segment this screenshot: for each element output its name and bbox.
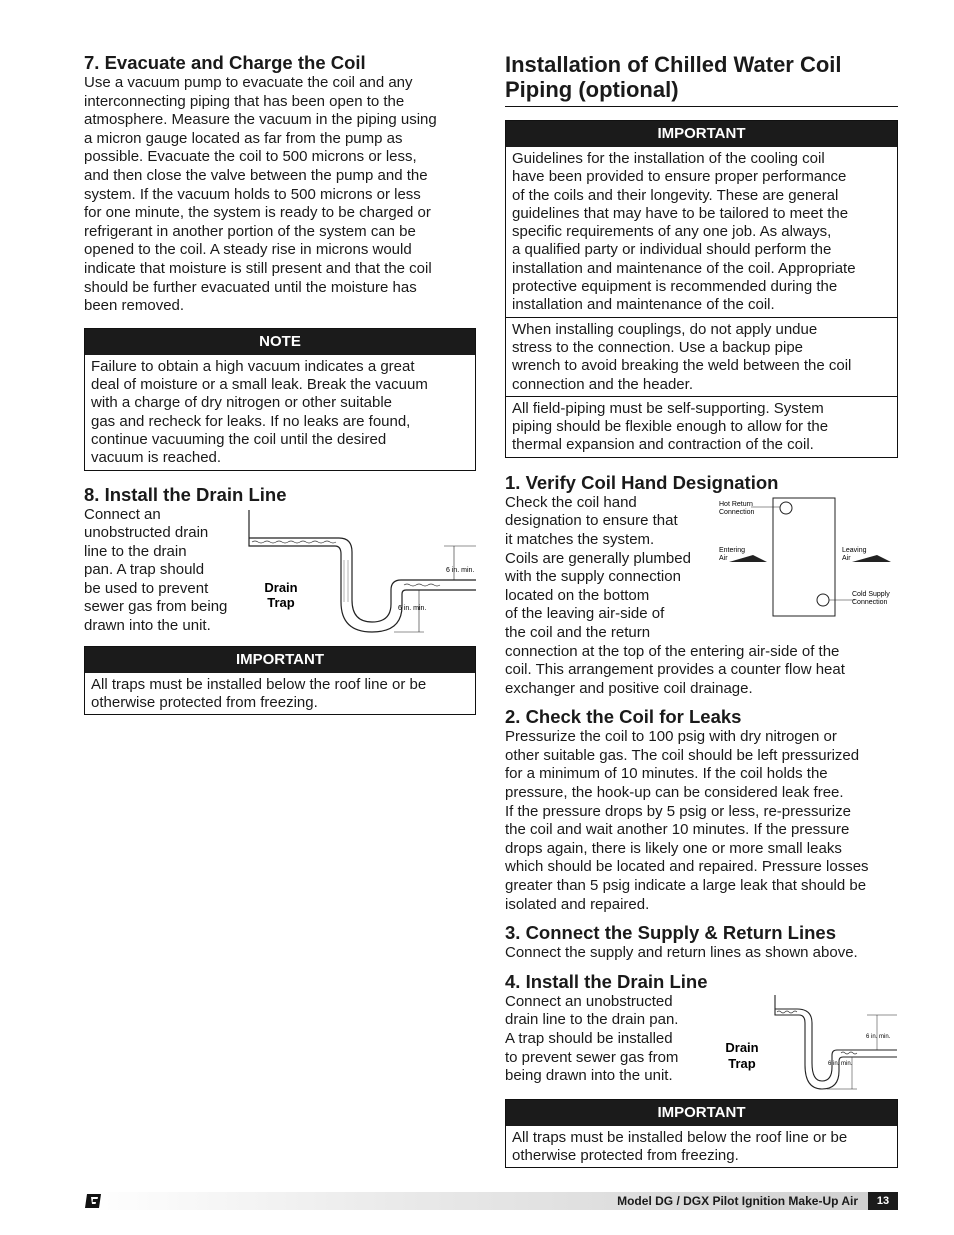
important-header: IMPORTANT	[506, 121, 897, 147]
note-header: NOTE	[85, 329, 475, 355]
paragraph-drain-line-2: Connect an unobstructed drain line to the drain pan. A trap should be installed to prevent sewer gas from being drawn into the unit.	[505, 992, 679, 1085]
important-couplings-text: When installing couplings, do not apply undue stress to the connection. Use a backup pipe wrench to avoid breaking the weld between the coil connection and the header.	[506, 317, 897, 396]
footer-title: Model DG / DGX Pilot Ignition Make-Up Air	[617, 1194, 858, 1208]
drain-trap-diagram-2	[717, 995, 897, 1091]
page-footer	[84, 1192, 898, 1210]
paragraph-supply-return: Connect the supply and return lines as shown above.	[505, 944, 858, 962]
leaving-air-arrow-icon	[852, 555, 891, 562]
important-box-guidelines	[505, 120, 898, 458]
brand-logo-icon	[84, 1193, 102, 1209]
important-box-right	[505, 1099, 898, 1169]
section-heading-drain-line-2: 4. Install the Drain Line	[505, 970, 708, 992]
paragraph-drain-line: Connect an unobstructed drain line to the drain pan. A trap should be used to prevent sewer gas from being drawn into the unit.	[84, 505, 228, 635]
important-field-piping-text: All field-piping must be self-supporting. System piping should be flexible enough to allow for the thermal expansion and contraction of the coil.	[506, 396, 897, 457]
drain-trap-label-2: Trap	[728, 1055, 756, 1071]
entering-air-label-2: Air	[719, 554, 728, 562]
cold-supply-label-2: Connection	[852, 598, 888, 606]
dim-label-bottom-2: 6 in. min.	[828, 1060, 853, 1067]
dim-label-top: 6 in. min.	[446, 566, 475, 574]
drain-trap-label-1: Drain	[264, 579, 298, 595]
paragraph-verify-coil-narrow: Check the coil hand designation to ensure that it matches the system. Coils are generally plumbed with the supply connection located on the bottom of the leaving air-side of the coil and the return	[505, 493, 691, 641]
cold-supply-connection-icon	[817, 594, 829, 606]
important-body: All traps must be installed below the roof line or be otherwise protected from freezing.	[91, 675, 427, 711]
hot-return-label-2: Connection	[719, 508, 755, 516]
section-heading-supply-return: 3. Connect the Supply & Return Lines	[505, 922, 836, 944]
leaving-air-label-2: Air	[842, 554, 851, 562]
right-column	[505, 52, 898, 1168]
important-header: IMPORTANT	[506, 1100, 897, 1126]
page-title: Installation of Chilled Water Coil Piping (optional)	[505, 52, 898, 107]
section-heading-drain-line: 8. Install the Drain Line	[84, 483, 287, 505]
hot-return-label: Hot Return	[719, 500, 753, 508]
section-heading-verify-coil: 1. Verify Coil Hand Designation	[505, 471, 779, 493]
paragraph-check-leaks: Pressurize the coil to 100 psig with dry nitrogen or other suitable gas. The coil should be left pressurized for a minimum of 10 minutes. If the coil holds the pressure, the hook-up can be considered leak free. If the pressure drops by 5 psig or less, re-pressurize the coil and wait another 10 minutes. If the pressure drops again, there is likely one or more small leaks which should be located and repaired. Pressure losses greater than 5 psig indicate a large leak that should be isolated and repaired.	[505, 728, 869, 913]
note-box	[84, 328, 476, 471]
cold-supply-label: Cold Supply	[852, 590, 890, 598]
section-heading-evacuate: 7. Evacuate and Charge the Coil	[84, 52, 366, 73]
note-body: Failure to obtain a high vacuum indicates a great deal of moisture or a small leak. Break the vacuum with a charge of dry nitrogen or other suitable gas and recheck for leaks. If no leaks are found, continue vacuuming the coil until the desired vacuum is reached.	[91, 357, 428, 467]
important-header: IMPORTANT	[85, 647, 475, 673]
section-heading-check-leaks: 2. Check the Coil for Leaks	[505, 706, 742, 728]
entering-air-arrow-icon	[729, 555, 767, 562]
page-number: 13	[868, 1192, 898, 1210]
coil-hand-diagram	[715, 494, 905, 624]
dim-label-bottom: 6 in. min.	[398, 604, 427, 612]
paragraph-evacuate: Use a vacuum pump to evacuate the coil and any interconnecting piping that has been open to the atmosphere. Measure the vacuum in the piping using a micron gauge located as far from the pump as possible. Evacuate the coil to 500 microns or less, and then close the valve between the pump and the system. If the vacuum holds to 500 microns or less for one minute, the system is ready to be charged or refrigerant in another portion of the system can be opened to the coil. A steady rise in microns would indicate that moisture is still present and that the coil should be further evacuated until the moisture has been removed.	[84, 74, 437, 315]
drain-trap-diagram	[244, 510, 476, 634]
dim-label-top-2: 6 in. min.	[866, 1033, 891, 1040]
drain-trap-label-2: Trap	[267, 594, 295, 610]
important-box-left	[84, 646, 476, 716]
hot-return-connection-icon	[780, 502, 792, 514]
important-body: All traps must be installed below the roof line or be otherwise protected from freezing.	[512, 1128, 848, 1165]
left-column	[84, 52, 476, 715]
important-guidelines-text: Guidelines for the installation of the cooling coil have been provided to ensure proper performance of the coils and their longevity. These are general guidelines that may have to be tailored to meet the specific requirements of any one job. As always, a qualified party or individual should perform the installation and maintenance of the coil. Appropriate protective equipment is recommended during the installation and maintenance of the coil.	[512, 150, 856, 314]
leaving-air-label: Leaving	[842, 546, 867, 554]
drain-trap-label-1: Drain	[725, 1039, 759, 1055]
paragraph-verify-coil-wide: connection at the top of the entering air-side of the coil. This arrangement provides a counter flow heat exchanger and positive coil drainage.	[505, 642, 845, 697]
entering-air-label: Entering	[719, 546, 746, 554]
